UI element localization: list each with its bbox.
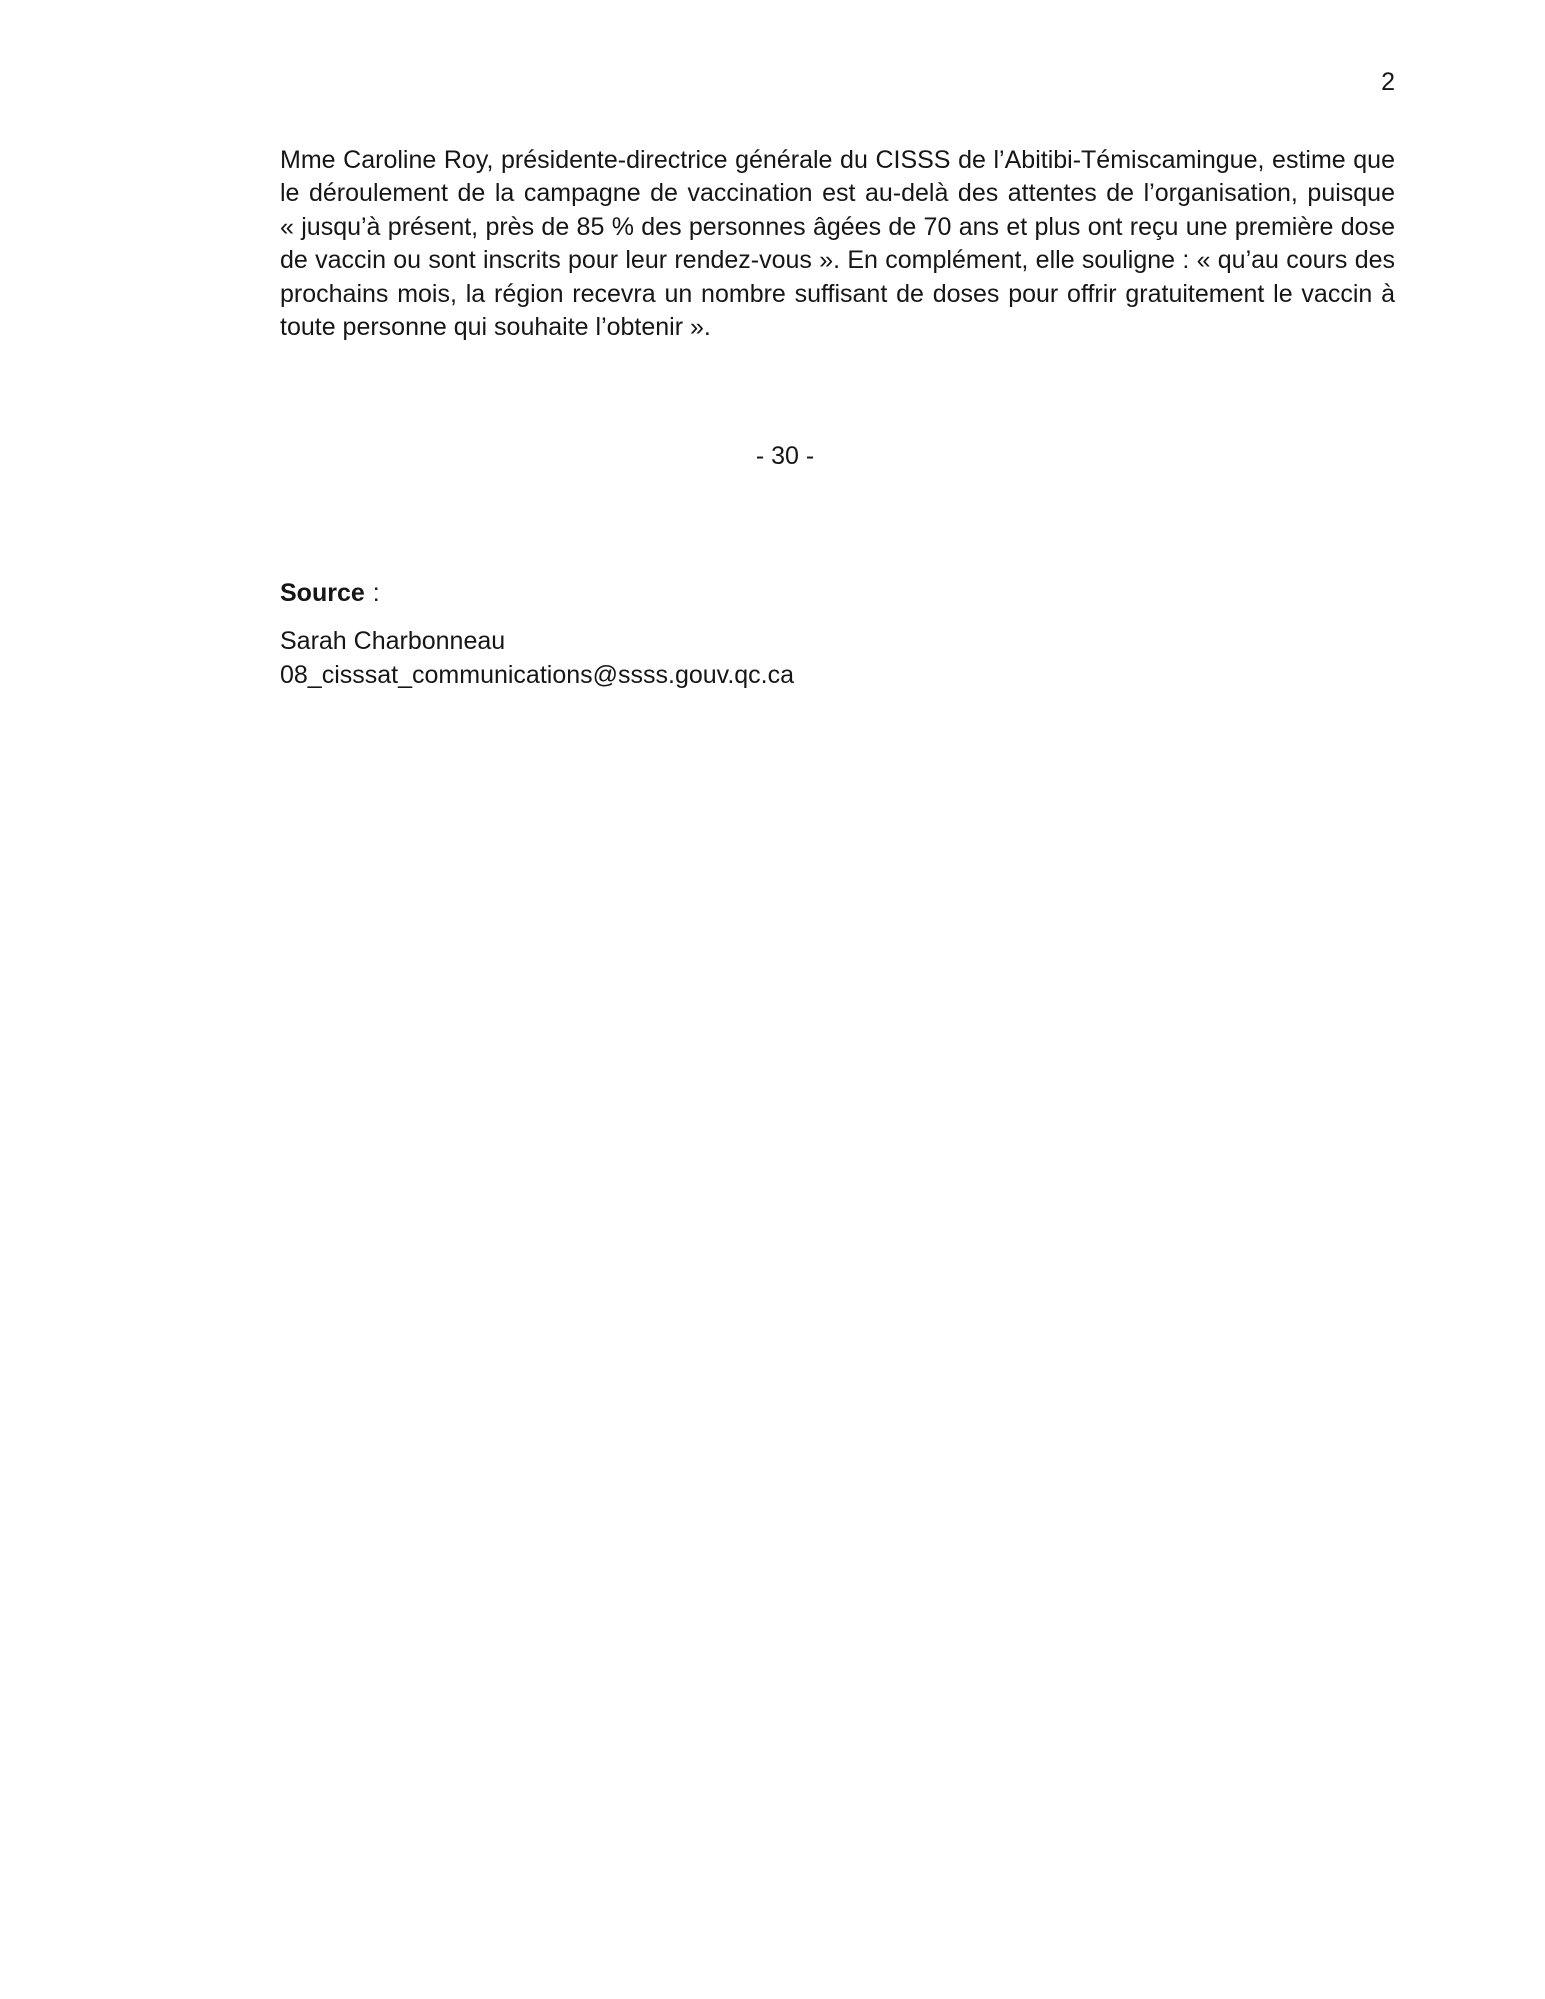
paragraph-line: « jusqu’à présent, près de 85 % des personnes âgées de 70 ans et plus ont reçu une première dose [280, 212, 1395, 241]
source-label: Source [280, 579, 365, 608]
page-number: 2 [1381, 68, 1395, 96]
contact-name: Sarah Charbonneau [280, 627, 506, 656]
source-colon: : [372, 579, 380, 608]
source-heading [280, 577, 1395, 610]
paragraph-line: toute personne qui souhaite l’obtenir ». [280, 313, 711, 342]
body-paragraph [280, 144, 1395, 344]
paragraph-line: Mme Caroline Roy, présidente-directrice générale du CISSS de l’Abitibi-Témiscamingue, estime que [280, 146, 1395, 174]
paragraph-line: le déroulement de la campagne de vaccination est au-delà des attentes de l’organisation, puisque [280, 179, 1395, 208]
contact-email: 08_cisssat_communications@ssss.gouv.qc.ca [280, 660, 795, 689]
end-of-release-mark: - 30 - [755, 442, 815, 471]
contact-block [280, 625, 1395, 692]
paragraph-line: prochains mois, la région recevra un nombre suffisant de doses pour offrir gratuitement le vaccin à [280, 279, 1395, 308]
paragraph-line: de vaccin ou sont inscrits pour leur rendez-vous ». En complément, elle souligne : « qu’au cours des [280, 246, 1395, 275]
